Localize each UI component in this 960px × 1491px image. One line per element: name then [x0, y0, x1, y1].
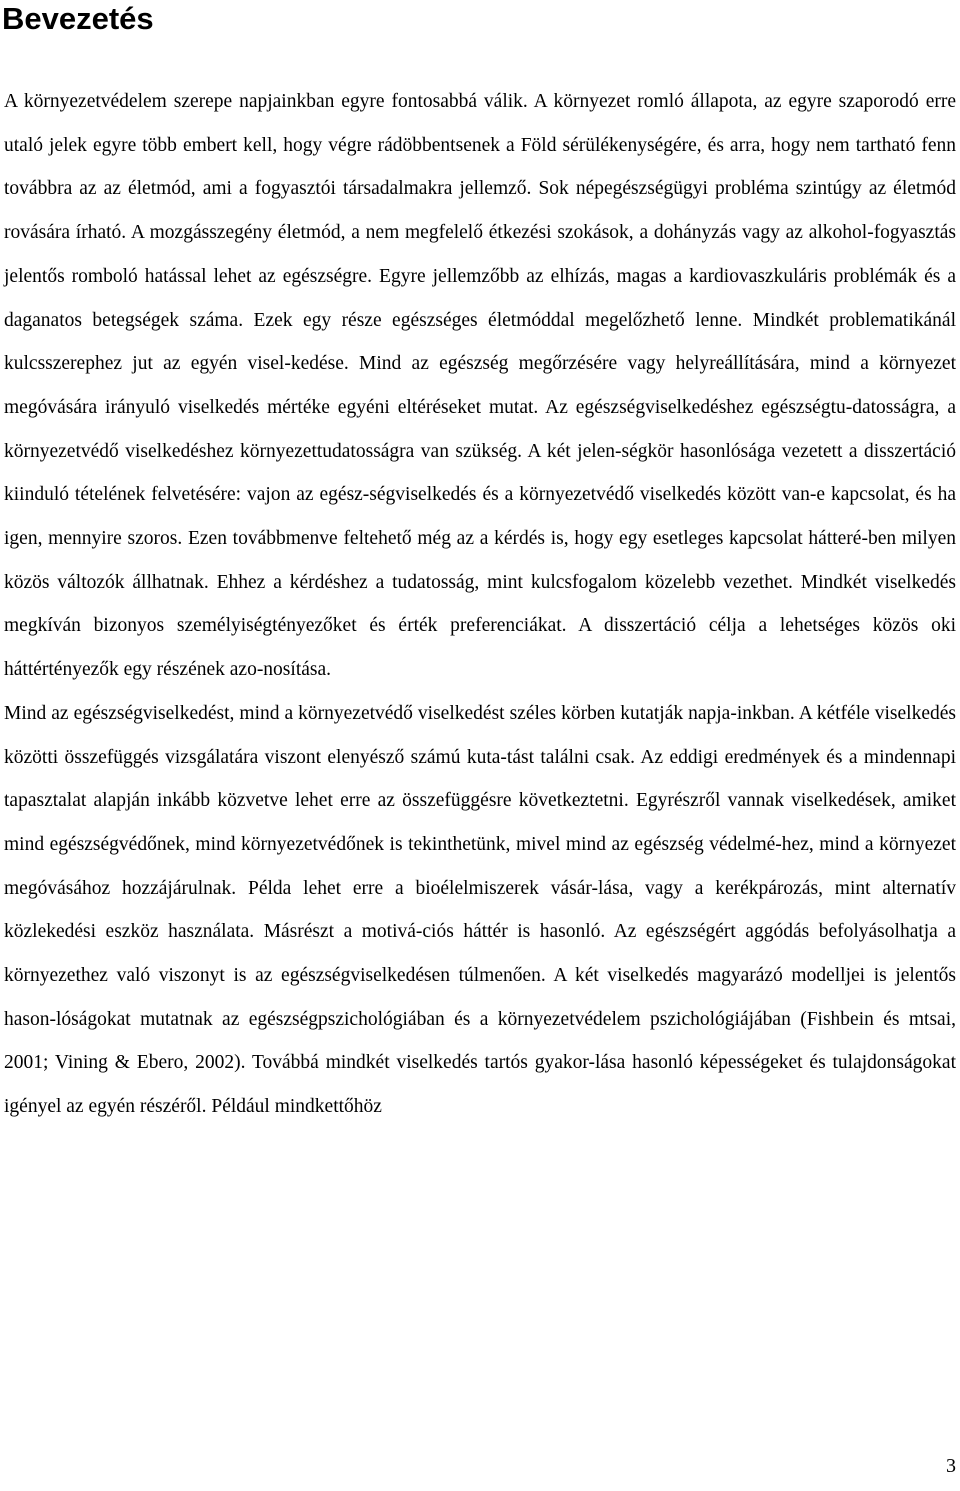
document-body [4, 80, 956, 1129]
paragraph: Mind az egészségviselkedést, mind a környezetvédő viselkedést széles körben kutatják napja-inkban. A kétféle viselkedés közötti összefüggés vizsgálatára viszont elenyésző számú kuta-tást találni csak. Az eddigi eredmények és a mindennapi tapasztalat alapján inkább közvetve lehet erre az összefüggésre következtetni. Egyrészről vannak viselkedések, amiket mind egészségvédőnek, mind környezetvédőnek is tekinthetünk, mivel mind az egészség védelmé-hez, mind a környezet megóvásához hozzájárulnak. Példa lehet erre a bioélelmiszerek vásár-lása, vagy a kerékpározás, mint alternatív közlekedési eszköz használata. Másrészt a motivá-ciós háttér is hasonló. Az egészségért aggódás befolyásolhatja a környezethez való viszonyt is az egészségviselkedésen túlmenően. A két viselkedés magyarázó modelljei is jelentős hason-lóságokat mutatnak az egészségpszichológiában és a környezetvédelem pszichológiájában (Fishbein és mtsai, 2001; Vining & Ebero, 2002). Továbbá mindkét viselkedés tartós gyakor-lása hasonló képességeket és tulajdonságokat igényel az egyén részéről. Például mindkettőhöz [4, 702, 956, 1118]
paragraph: A környezetvédelem szerepe napjainkban egyre fontosabbá válik. A környezet romló állapota, az egyre szaporodó erre utaló jelek egyre több embert kell, hogy végre rádöbbentsenek a Föld sérülékenységére, és arra, hogy nem tartható fenn továbbra az az életmód, ami a fogyasztói társadalmakra jellemző. Sok népegészségügyi probléma szintúgy az életmód rovására írható. A mozgásszegény életmód, a nem megfelelő étkezési szokások, a dohányzás vagy az alkohol-fogyasztás jelentős romboló hatással lehet az egészségre. Egyre jellemzőbb az elhízás, magas a kardiovaszkuláris problémák és a daganatos betegségek száma. Ezek egy része egészséges életmóddal megelőzhető lenne. Mindkét problematikánál kulcsszerephez jut az egyén visel-kedése. Mind az egészség megőrzésére vagy helyreállítására, mind a környezet megóvására irányuló viselkedés mértéke egyéni eltéréseket mutat. Az egészségviselkedéshez egészségtu-datosságra, a környezetvédő viselkedéshez környezettudatosságra van szükség. A két jelen-ségkör hasonlósága vezetett a disszertáció kiinduló tételének felvetésére: vajon az egész-ségviselkedés és a környezetvédő viselkedés között van-e kapcsolat, és ha igen, mennyire szoros. Ezen továbbmenve feltehető még az a kérdés is, hogy egy esetleges kapcsolat hátteré-ben milyen közös változók állhatnak. Ehhez a kérdéshez a tudatosság, mint kulcsfogalom közelebb vezethet. Mindkét viselkedés megkíván bizonyos személyiségtényezőket és érték preferenciákat. A disszertáció célja a lehetséges közös oki háttértényezők egy részének azo-nosítása. [4, 91, 956, 681]
page-number: 3 [946, 1455, 956, 1477]
section-heading: Bevezetés [2, 1, 154, 36]
